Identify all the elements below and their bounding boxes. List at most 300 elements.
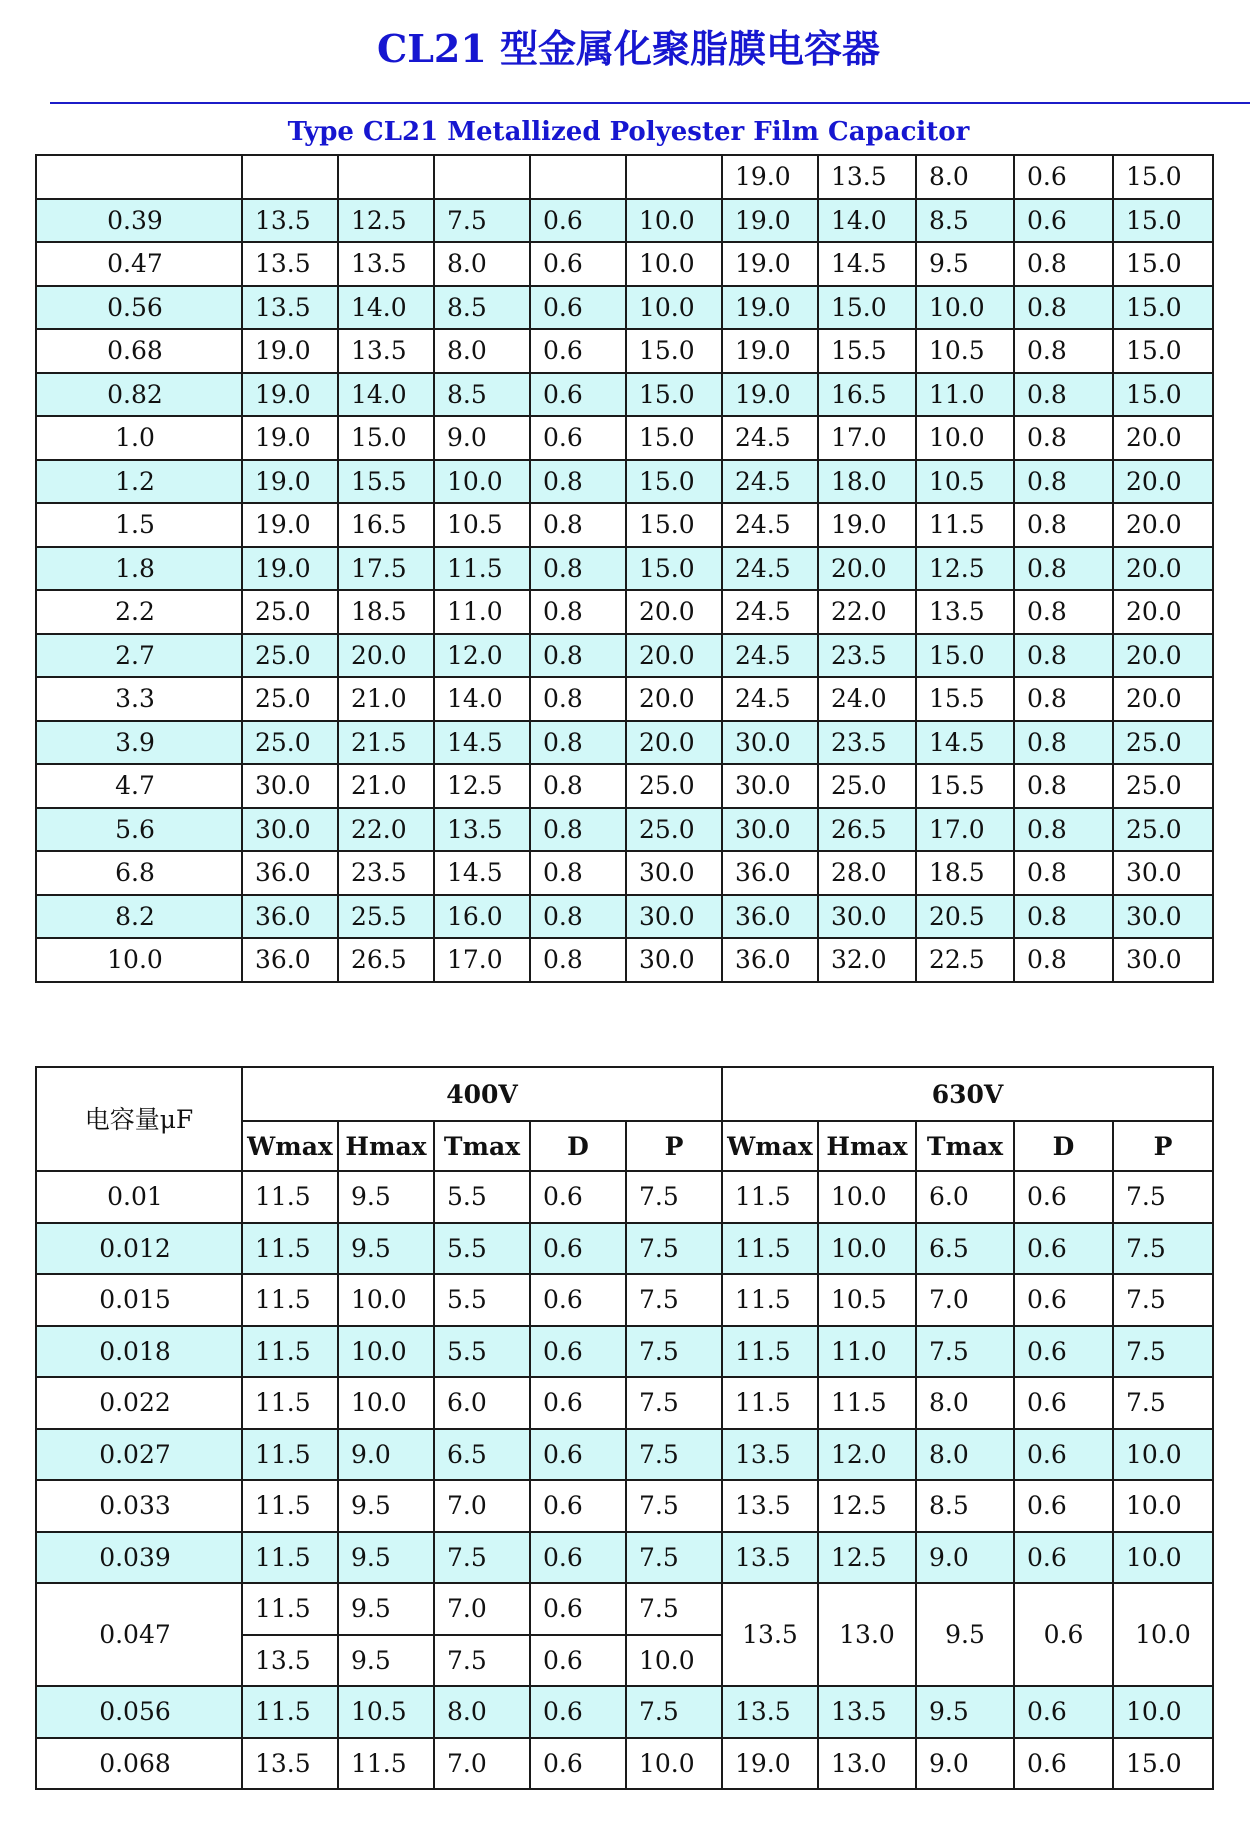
cell-630v-d: 0.8 — [1014, 677, 1113, 721]
cell-630v-hmax: 13.5 — [818, 155, 916, 199]
cell-630v-d: 0.6 — [1014, 1326, 1113, 1378]
cell-400v-wmax: 19.0 — [242, 416, 338, 460]
capacitance-cell — [36, 155, 242, 199]
cell-630v-d: 0.6 — [1014, 1532, 1113, 1584]
cell-630v-hmax: 26.5 — [818, 808, 916, 852]
cell-630v-hmax: 13.0 — [818, 1738, 916, 1790]
cell-630v-d: 0.8 — [1014, 938, 1113, 982]
table-row — [36, 503, 1213, 547]
cell-400v-d: 0.6 — [530, 1429, 626, 1481]
cell-400v-p: 25.0 — [626, 808, 722, 852]
cell-400v-tmax: 8.5 — [434, 286, 530, 330]
cell-400v-tmax: 5.5 — [434, 1171, 530, 1223]
cell-630v-hmax: 20.0 — [818, 547, 916, 591]
voltage-header-630v: 630V — [722, 1067, 1213, 1121]
title-rule — [50, 102, 1250, 104]
cell-630v-d: 0.6 — [1014, 1738, 1113, 1790]
cell-400v-hmax: 14.0 — [338, 373, 434, 417]
cell-400v-hmax: 9.5 — [338, 1480, 434, 1532]
cell-400v-d: 0.6 — [530, 1532, 626, 1584]
cell-400v-d: 0.8 — [530, 590, 626, 634]
cell-630v-tmax: 22.5 — [916, 938, 1014, 982]
cell-400v-tmax: 7.5 — [434, 1532, 530, 1584]
dim-header-d: D — [1014, 1121, 1113, 1171]
capacitance-cell: 0.012 — [36, 1223, 242, 1275]
table-row — [36, 1738, 1213, 1790]
cell-400v-hmax: 21.0 — [338, 764, 434, 808]
cell-630v-p: 10.0 — [1113, 1686, 1213, 1738]
cell-630v-hmax: 17.0 — [818, 416, 916, 460]
cell-630v-tmax: 10.0 — [916, 286, 1014, 330]
cell-400v-tmax: 13.5 — [434, 808, 530, 852]
cell-630v-d: 0.8 — [1014, 721, 1113, 765]
cell-630v-p: 10.0 — [1113, 1583, 1213, 1686]
capacitance-cell: 3.9 — [36, 721, 242, 765]
capacitance-cell: 0.01 — [36, 1171, 242, 1223]
cell-630v-wmax: 24.5 — [722, 590, 818, 634]
cell-400v-hmax: 9.5 — [338, 1171, 434, 1223]
dim-header-tmax: Tmax — [434, 1121, 530, 1171]
table-row — [36, 938, 1213, 982]
capacitance-cell: 0.033 — [36, 1480, 242, 1532]
cell-400v-hmax: 9.5 — [338, 1532, 434, 1584]
table-row — [36, 1429, 1213, 1481]
cell-400v-tmax: 10.0 — [434, 460, 530, 504]
cell-630v-p: 15.0 — [1113, 242, 1213, 286]
cell-630v-hmax: 32.0 — [818, 938, 916, 982]
cell-630v-tmax: 10.5 — [916, 329, 1014, 373]
cell-630v-d: 0.8 — [1014, 590, 1113, 634]
cell-400v-wmax: 11.5 — [242, 1171, 338, 1223]
capacitance-cell: 0.56 — [36, 286, 242, 330]
cell-400v-d: 0.6 — [530, 416, 626, 460]
cell-400v-p — [626, 155, 722, 199]
cell-400v-p: 7.5 — [626, 1171, 722, 1223]
cell-630v-tmax: 6.0 — [916, 1171, 1014, 1223]
cell-400v-wmax: 30.0 — [242, 764, 338, 808]
cell-400v-tmax: 5.5 — [434, 1326, 530, 1378]
cell-630v-p: 25.0 — [1113, 764, 1213, 808]
cell-400v-p: 30.0 — [626, 938, 722, 982]
cell-400v-tmax: 8.0 — [434, 329, 530, 373]
cell-400v-wmax: 13.5 — [242, 242, 338, 286]
spec-table — [35, 1066, 1214, 1790]
cell-400v-hmax: 26.5 — [338, 938, 434, 982]
capacitance-cell: 2.2 — [36, 590, 242, 634]
capacitance-cell: 8.2 — [36, 895, 242, 939]
cell-400v-tmax: 8.0 — [434, 1686, 530, 1738]
cell-630v-d: 0.8 — [1014, 416, 1113, 460]
table-row — [36, 634, 1213, 678]
table-row — [36, 199, 1213, 243]
cell-630v-p: 10.0 — [1113, 1480, 1213, 1532]
cell-400v-p: 15.0 — [626, 416, 722, 460]
cell-400v-tmax: 14.5 — [434, 721, 530, 765]
cell-630v-hmax: 16.5 — [818, 373, 916, 417]
capacitance-cell: 0.039 — [36, 1532, 242, 1584]
cell-400v-wmax: 11.5 — [242, 1532, 338, 1584]
capacitance-cell: 1.0 — [36, 416, 242, 460]
cell-400v-hmax: 9.5 — [338, 1223, 434, 1275]
table-row — [36, 1480, 1213, 1532]
capacitance-cell: 5.6 — [36, 808, 242, 852]
cell-400v-p: 20.0 — [626, 634, 722, 678]
cell-630v-tmax: 11.0 — [916, 373, 1014, 417]
cell-630v-d: 0.6 — [1014, 1429, 1113, 1481]
cell-630v-hmax: 22.0 — [818, 590, 916, 634]
cell-400v-p: 7.5 — [626, 1686, 722, 1738]
cell-400v-wmax: 19.0 — [242, 547, 338, 591]
cell-630v-hmax: 12.5 — [818, 1480, 916, 1532]
cell-630v-tmax: 15.0 — [916, 634, 1014, 678]
cell-630v-tmax: 15.5 — [916, 677, 1014, 721]
dim-header-hmax: Hmax — [338, 1121, 434, 1171]
spec-table-continued — [35, 154, 1214, 983]
cell-630v-wmax: 24.5 — [722, 547, 818, 591]
cell-630v-wmax: 13.5 — [722, 1686, 818, 1738]
cell-630v-d: 0.8 — [1014, 286, 1113, 330]
cell-400v-d: 0.8 — [530, 460, 626, 504]
cell-400v-p: 15.0 — [626, 547, 722, 591]
cell-630v-tmax: 12.5 — [916, 547, 1014, 591]
cell-630v-p: 20.0 — [1113, 634, 1213, 678]
cell-400v-alt-wmax: 13.5 — [242, 1635, 338, 1687]
cell-400v-tmax: 6.5 — [434, 1429, 530, 1481]
cell-630v-tmax: 17.0 — [916, 808, 1014, 852]
capacitance-cell: 0.056 — [36, 1686, 242, 1738]
cell-400v-alt-hmax: 9.5 — [338, 1635, 434, 1687]
cell-630v-p: 7.5 — [1113, 1274, 1213, 1326]
cell-400v-tmax — [434, 155, 530, 199]
cell-400v-tmax: 7.5 — [434, 199, 530, 243]
cell-400v-d: 0.8 — [530, 895, 626, 939]
cell-630v-d: 0.8 — [1014, 460, 1113, 504]
cell-630v-p: 20.0 — [1113, 590, 1213, 634]
cell-400v-hmax: 15.0 — [338, 416, 434, 460]
cell-400v-p: 10.0 — [626, 199, 722, 243]
cell-400v-wmax: 13.5 — [242, 199, 338, 243]
cell-630v-p: 7.5 — [1113, 1171, 1213, 1223]
cell-400v-tmax: 8.5 — [434, 373, 530, 417]
cell-400v-wmax: 25.0 — [242, 634, 338, 678]
cell-400v-hmax: 11.5 — [338, 1738, 434, 1790]
cell-630v-hmax: 11.0 — [818, 1326, 916, 1378]
table-row — [36, 721, 1213, 765]
cell-630v-tmax: 8.5 — [916, 199, 1014, 243]
cell-630v-p: 7.5 — [1113, 1326, 1213, 1378]
cell-400v-tmax: 6.0 — [434, 1377, 530, 1429]
cell-630v-hmax: 10.5 — [818, 1274, 916, 1326]
cell-630v-d: 0.8 — [1014, 242, 1113, 286]
cell-400v-hmax: 25.5 — [338, 895, 434, 939]
cell-630v-tmax: 9.0 — [916, 1532, 1014, 1584]
cell-630v-d: 0.8 — [1014, 808, 1113, 852]
cell-400v-tmax: 11.0 — [434, 590, 530, 634]
cell-630v-wmax: 13.5 — [722, 1429, 818, 1481]
cell-630v-wmax: 24.5 — [722, 503, 818, 547]
cell-630v-tmax: 6.5 — [916, 1223, 1014, 1275]
cell-400v-tmax: 16.0 — [434, 895, 530, 939]
cell-630v-tmax: 8.5 — [916, 1480, 1014, 1532]
cell-630v-d: 0.8 — [1014, 329, 1113, 373]
capacitance-cell: 1.5 — [36, 503, 242, 547]
cell-400v-tmax: 12.5 — [434, 764, 530, 808]
cell-630v-p: 10.0 — [1113, 1429, 1213, 1481]
cell-630v-p: 15.0 — [1113, 199, 1213, 243]
cell-630v-wmax: 11.5 — [722, 1274, 818, 1326]
cell-630v-hmax: 14.0 — [818, 199, 916, 243]
cell-400v-tmax: 11.5 — [434, 547, 530, 591]
dim-header-tmax: Tmax — [916, 1121, 1014, 1171]
cell-400v-wmax: 30.0 — [242, 808, 338, 852]
cell-400v-wmax: 11.5 — [242, 1377, 338, 1429]
cell-400v-p: 7.5 — [626, 1429, 722, 1481]
cell-630v-wmax: 19.0 — [722, 286, 818, 330]
cell-400v-p: 20.0 — [626, 721, 722, 765]
cell-630v-wmax: 36.0 — [722, 851, 818, 895]
table-row — [36, 242, 1213, 286]
table-row — [36, 1223, 1213, 1275]
cell-630v-hmax: 11.5 — [818, 1377, 916, 1429]
cell-400v-d: 0.6 — [530, 1274, 626, 1326]
cell-400v-tmax: 12.0 — [434, 634, 530, 678]
cell-400v-tmax: 17.0 — [434, 938, 530, 982]
cell-400v-wmax: 25.0 — [242, 590, 338, 634]
capacitance-cell: 4.7 — [36, 764, 242, 808]
capacitance-cell: 0.47 — [36, 242, 242, 286]
table-row — [36, 416, 1213, 460]
cell-400v-d: 0.6 — [530, 1377, 626, 1429]
capacitance-cell: 0.047 — [36, 1583, 242, 1686]
cell-630v-d: 0.8 — [1014, 895, 1113, 939]
cell-630v-tmax: 11.5 — [916, 503, 1014, 547]
cell-630v-wmax: 13.5 — [722, 1583, 818, 1686]
cell-400v-p: 30.0 — [626, 895, 722, 939]
cell-630v-d: 0.8 — [1014, 764, 1113, 808]
cell-630v-hmax: 18.0 — [818, 460, 916, 504]
table-row — [36, 677, 1213, 721]
cell-400v-d: 0.6 — [530, 373, 626, 417]
cell-630v-d: 0.8 — [1014, 634, 1113, 678]
cell-630v-wmax: 11.5 — [722, 1377, 818, 1429]
cell-400v-hmax: 13.5 — [338, 329, 434, 373]
cell-630v-d: 0.6 — [1014, 1686, 1113, 1738]
cell-400v-p: 7.5 — [626, 1532, 722, 1584]
cell-400v-tmax: 10.5 — [434, 503, 530, 547]
cell-400v-tmax: 7.0 — [434, 1738, 530, 1790]
cell-630v-p: 20.0 — [1113, 547, 1213, 591]
cell-400v-wmax: 36.0 — [242, 895, 338, 939]
cell-400v-wmax: 25.0 — [242, 677, 338, 721]
cell-630v-hmax: 23.5 — [818, 721, 916, 765]
cell-630v-p: 25.0 — [1113, 721, 1213, 765]
cell-400v-wmax: 36.0 — [242, 851, 338, 895]
cell-630v-d: 0.8 — [1014, 373, 1113, 417]
table-row — [36, 1171, 1213, 1223]
cell-630v-tmax: 8.0 — [916, 1377, 1014, 1429]
cell-630v-wmax: 19.0 — [722, 329, 818, 373]
cell-630v-hmax: 10.0 — [818, 1223, 916, 1275]
cell-400v-d: 0.6 — [530, 1583, 626, 1635]
cell-400v-alt-d: 0.6 — [530, 1635, 626, 1687]
cell-400v-hmax: 15.5 — [338, 460, 434, 504]
cell-630v-wmax: 11.5 — [722, 1326, 818, 1378]
cell-630v-wmax: 19.0 — [722, 242, 818, 286]
cell-630v-hmax: 15.0 — [818, 286, 916, 330]
cell-630v-wmax: 24.5 — [722, 460, 818, 504]
cell-400v-wmax: 13.5 — [242, 1738, 338, 1790]
cell-400v-p: 25.0 — [626, 764, 722, 808]
cell-400v-hmax: 18.5 — [338, 590, 434, 634]
cell-400v-p: 20.0 — [626, 677, 722, 721]
table-row — [36, 1532, 1213, 1584]
cell-400v-d: 0.8 — [530, 634, 626, 678]
cell-630v-d: 0.6 — [1014, 1377, 1113, 1429]
cell-400v-p: 10.0 — [626, 242, 722, 286]
cell-400v-hmax: 20.0 — [338, 634, 434, 678]
cell-400v-tmax: 9.0 — [434, 416, 530, 460]
cell-630v-tmax: 7.5 — [916, 1326, 1014, 1378]
cell-630v-p: 20.0 — [1113, 677, 1213, 721]
table-row — [36, 1274, 1213, 1326]
cell-400v-d: 0.6 — [530, 286, 626, 330]
cell-630v-wmax: 24.5 — [722, 416, 818, 460]
cell-400v-d — [530, 155, 626, 199]
cell-400v-hmax: 16.5 — [338, 503, 434, 547]
cell-400v-p: 15.0 — [626, 329, 722, 373]
cell-400v-hmax: 21.0 — [338, 677, 434, 721]
cell-400v-tmax: 14.5 — [434, 851, 530, 895]
cell-400v-d: 0.6 — [530, 242, 626, 286]
cell-630v-hmax: 13.0 — [818, 1583, 916, 1686]
capacitance-cell: 2.7 — [36, 634, 242, 678]
capacitance-cell: 0.018 — [36, 1326, 242, 1378]
cell-630v-wmax: 30.0 — [722, 808, 818, 852]
cell-400v-hmax: 21.5 — [338, 721, 434, 765]
cell-400v-alt-tmax: 7.5 — [434, 1635, 530, 1687]
cell-630v-wmax: 24.5 — [722, 677, 818, 721]
cell-400v-p: 7.5 — [626, 1480, 722, 1532]
table-row — [36, 1326, 1213, 1378]
cell-400v-tmax: 5.5 — [434, 1274, 530, 1326]
cell-400v-alt-p: 10.0 — [626, 1635, 722, 1687]
cell-400v-d: 0.6 — [530, 1480, 626, 1532]
cell-630v-tmax: 15.5 — [916, 764, 1014, 808]
cell-400v-hmax: 9.5 — [338, 1583, 434, 1635]
cell-630v-wmax: 11.5 — [722, 1171, 818, 1223]
cell-400v-p: 7.5 — [626, 1583, 722, 1635]
cell-630v-p: 15.0 — [1113, 329, 1213, 373]
cell-630v-p: 30.0 — [1113, 895, 1213, 939]
cell-400v-tmax: 5.5 — [434, 1223, 530, 1275]
cell-400v-d: 0.8 — [530, 938, 626, 982]
cell-400v-d: 0.8 — [530, 547, 626, 591]
cell-400v-d: 0.8 — [530, 851, 626, 895]
table-row — [36, 590, 1213, 634]
capacitance-cell: 0.82 — [36, 373, 242, 417]
cell-400v-wmax: 19.0 — [242, 460, 338, 504]
cell-630v-wmax: 36.0 — [722, 895, 818, 939]
cell-630v-tmax: 18.5 — [916, 851, 1014, 895]
cell-630v-tmax: 10.5 — [916, 460, 1014, 504]
table-row — [36, 329, 1213, 373]
capacitance-cell: 10.0 — [36, 938, 242, 982]
cell-400v-p: 7.5 — [626, 1326, 722, 1378]
table-row — [36, 547, 1213, 591]
capacitance-cell: 0.015 — [36, 1274, 242, 1326]
cell-630v-d: 0.8 — [1014, 503, 1113, 547]
cell-400v-wmax: 25.0 — [242, 721, 338, 765]
table-row — [36, 1583, 1213, 1635]
cell-630v-p: 20.0 — [1113, 460, 1213, 504]
capacitance-cell: 6.8 — [36, 851, 242, 895]
capacitance-cell: 1.2 — [36, 460, 242, 504]
cell-630v-hmax: 14.5 — [818, 242, 916, 286]
cell-630v-tmax: 9.0 — [916, 1738, 1014, 1790]
table-row — [36, 764, 1213, 808]
cell-400v-wmax: 36.0 — [242, 938, 338, 982]
table-row — [36, 1686, 1213, 1738]
cell-400v-p: 10.0 — [626, 286, 722, 330]
page-subtitle: Type CL21 Metallized Polyester Film Capacitor — [287, 117, 970, 147]
cell-630v-hmax: 25.0 — [818, 764, 916, 808]
cell-400v-d: 0.6 — [530, 199, 626, 243]
cell-630v-p: 25.0 — [1113, 808, 1213, 852]
cell-400v-p: 7.5 — [626, 1377, 722, 1429]
cell-400v-wmax: 11.5 — [242, 1326, 338, 1378]
cell-400v-hmax: 12.5 — [338, 199, 434, 243]
cell-630v-d: 0.6 — [1014, 1171, 1113, 1223]
cell-400v-d: 0.6 — [530, 1326, 626, 1378]
cell-630v-p: 10.0 — [1113, 1532, 1213, 1584]
capacitance-header: 电容量μF — [36, 1067, 242, 1171]
cell-400v-wmax: 11.5 — [242, 1223, 338, 1275]
cell-630v-p: 7.5 — [1113, 1223, 1213, 1275]
capacitance-cell: 0.068 — [36, 1738, 242, 1790]
cell-630v-hmax: 24.0 — [818, 677, 916, 721]
cell-630v-tmax: 9.5 — [916, 1686, 1014, 1738]
capacitance-cell: 3.3 — [36, 677, 242, 721]
cell-630v-wmax: 11.5 — [722, 1223, 818, 1275]
cell-630v-wmax: 19.0 — [722, 373, 818, 417]
cell-630v-tmax: 8.0 — [916, 155, 1014, 199]
cell-400v-p: 10.0 — [626, 1738, 722, 1790]
cell-400v-hmax — [338, 155, 434, 199]
cell-630v-hmax: 12.0 — [818, 1429, 916, 1481]
table-row — [36, 851, 1213, 895]
cell-630v-p: 20.0 — [1113, 503, 1213, 547]
cell-630v-p: 30.0 — [1113, 851, 1213, 895]
cell-630v-hmax: 12.5 — [818, 1532, 916, 1584]
dim-header-wmax: Wmax — [722, 1121, 818, 1171]
cell-630v-p: 15.0 — [1113, 286, 1213, 330]
voltage-header-400v: 400V — [242, 1067, 722, 1121]
capacitance-cell: 0.68 — [36, 329, 242, 373]
cell-400v-hmax: 10.0 — [338, 1274, 434, 1326]
cell-630v-d: 0.6 — [1014, 1480, 1113, 1532]
cell-400v-wmax: 11.5 — [242, 1274, 338, 1326]
cell-630v-wmax: 19.0 — [722, 199, 818, 243]
table-row — [36, 460, 1213, 504]
cell-400v-tmax: 14.0 — [434, 677, 530, 721]
cell-400v-tmax: 7.0 — [434, 1480, 530, 1532]
cell-630v-p: 7.5 — [1113, 1377, 1213, 1429]
capacitance-cell: 0.39 — [36, 199, 242, 243]
cell-400v-d: 0.6 — [530, 1171, 626, 1223]
cell-630v-d: 0.6 — [1014, 199, 1113, 243]
cell-630v-p: 30.0 — [1113, 938, 1213, 982]
cell-630v-hmax: 15.5 — [818, 329, 916, 373]
